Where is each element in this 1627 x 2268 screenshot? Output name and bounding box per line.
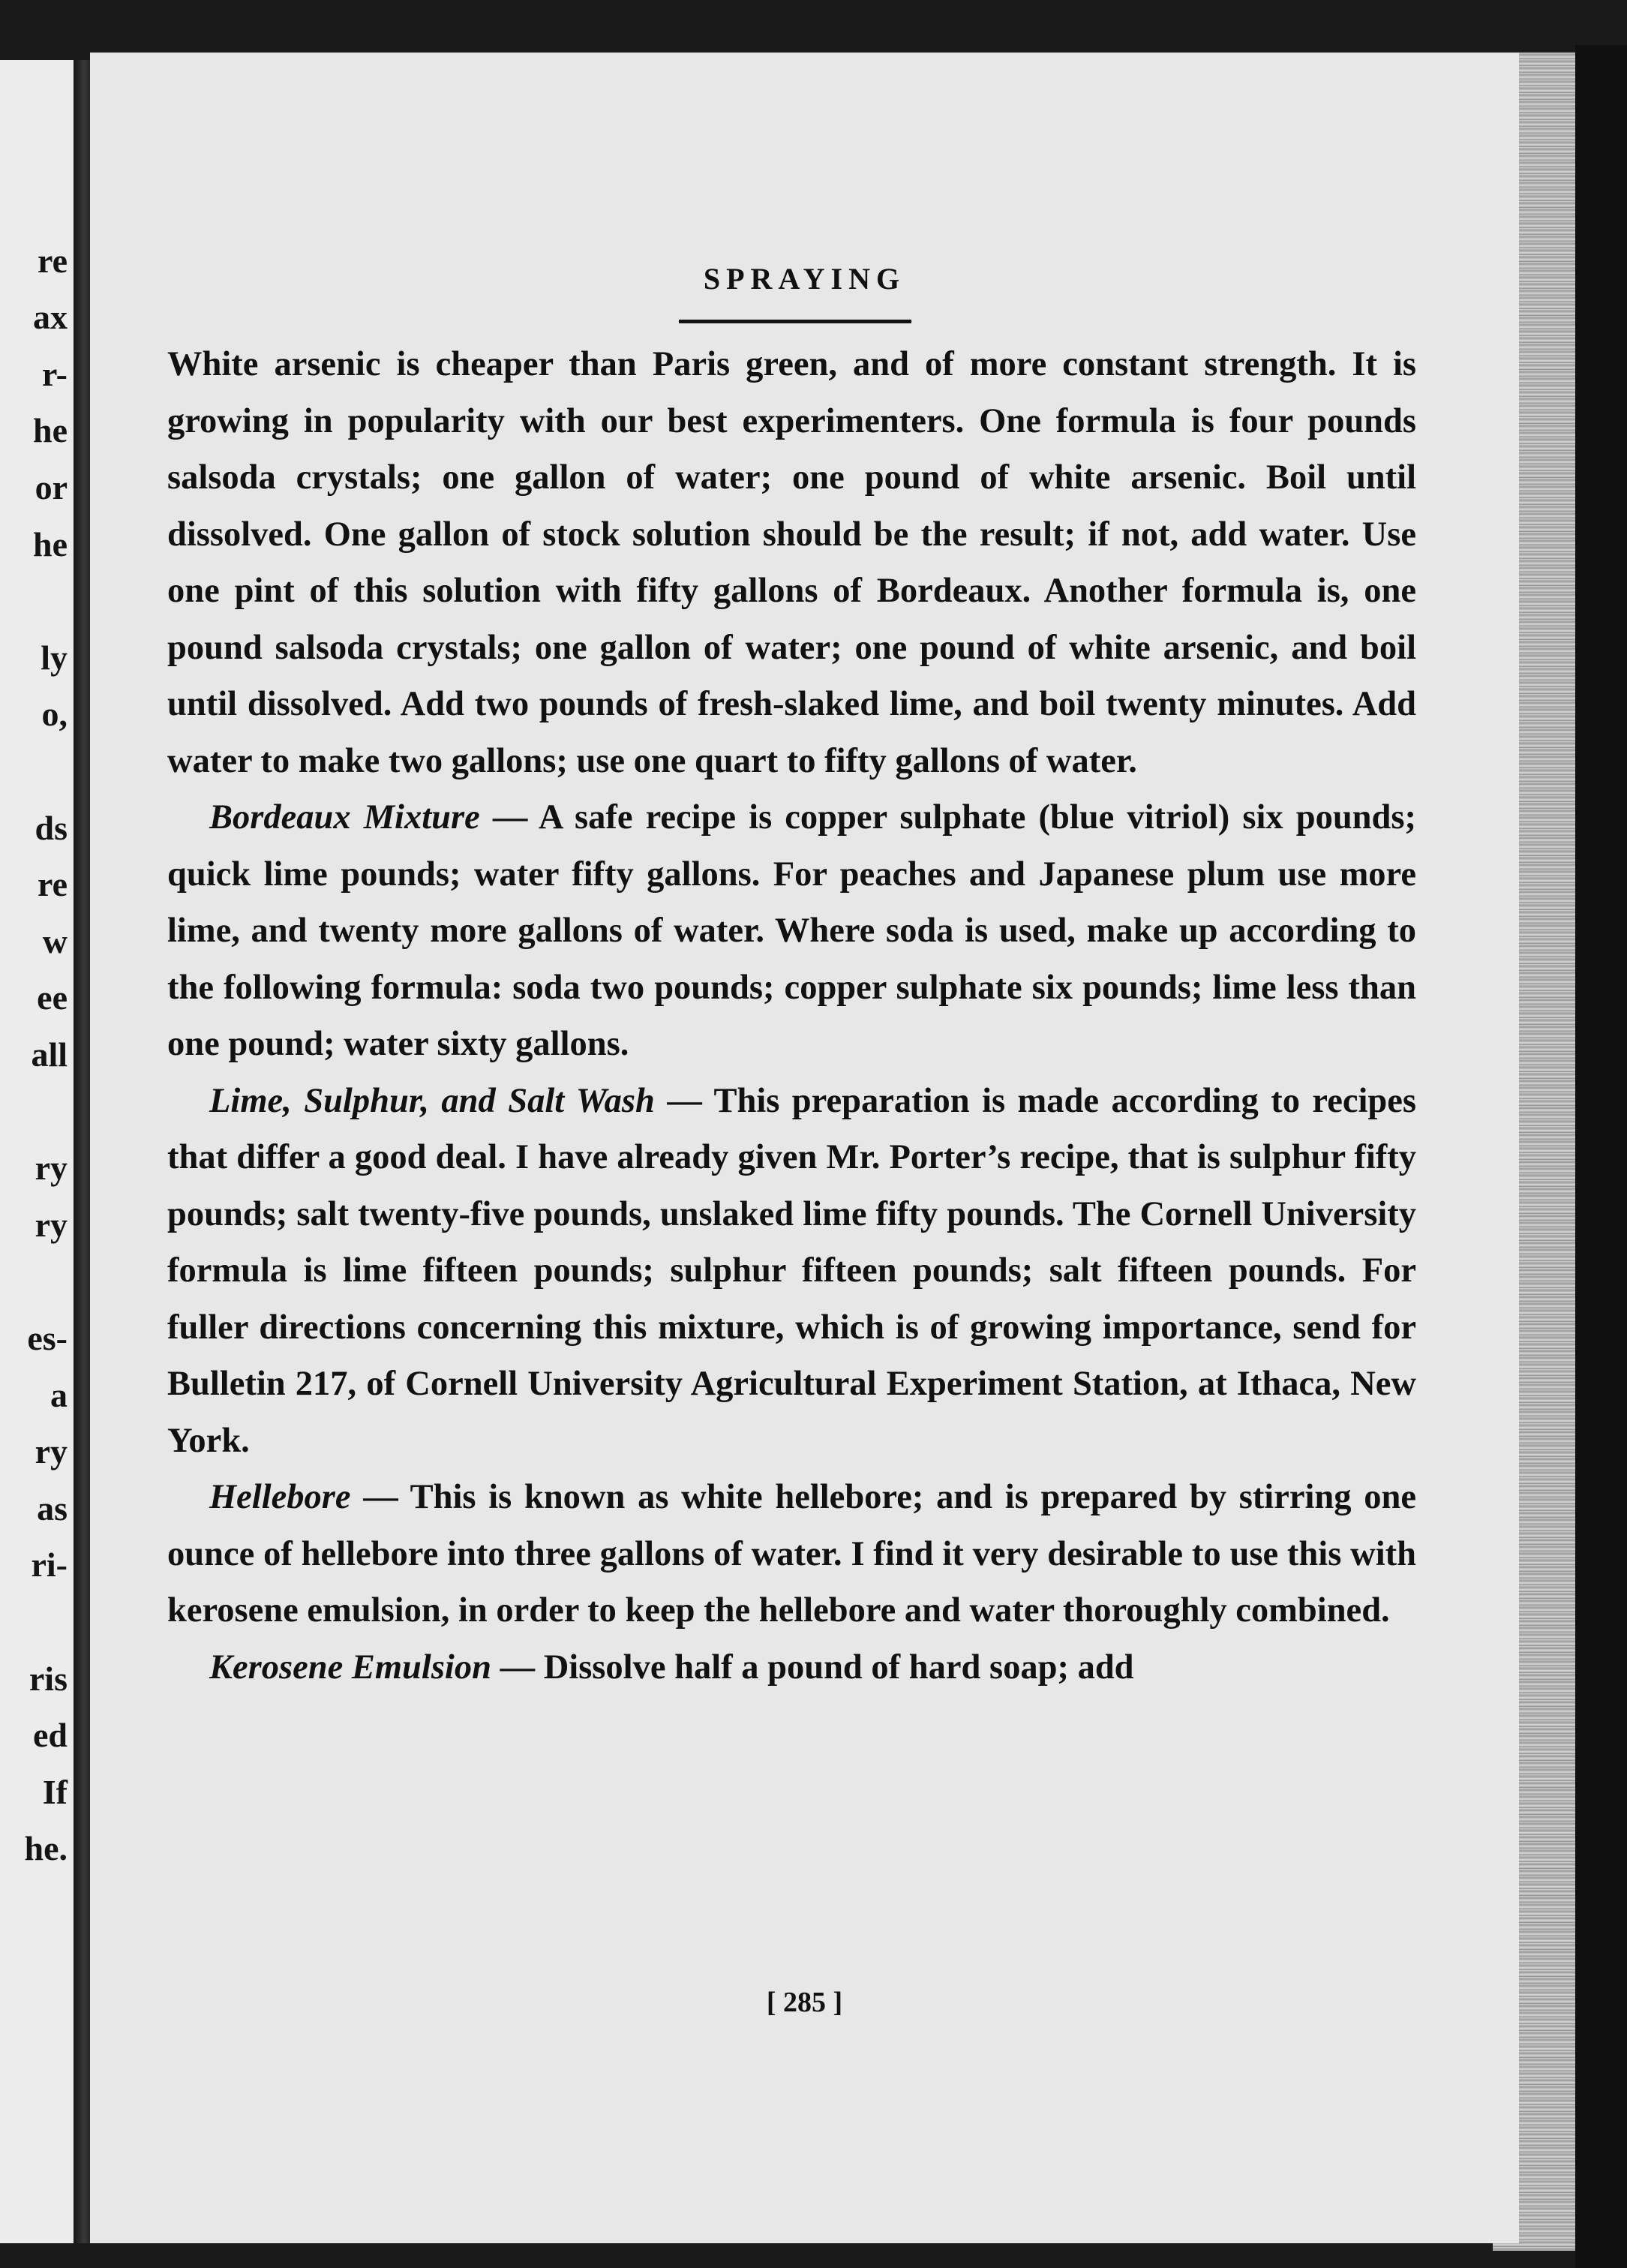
- left-page-fragment: ry: [35, 1149, 68, 1187]
- paragraph: [167, 789, 1416, 1073]
- paragraph: [167, 1469, 1416, 1639]
- left-page-fragment: he.: [24, 1829, 68, 1867]
- left-page-fragment: ry: [35, 1432, 68, 1470]
- left-page-fragment: w: [42, 922, 68, 960]
- left-page-fragment: re: [37, 865, 68, 903]
- left-page-fragment: ds: [35, 809, 68, 847]
- paragraph-text: — This is known as white hellebore; and is prepared by stirring one ounce of hellebore into three gallons of water. I find it very desirable to use this with kerosene emulsion, in order to keep the hellebore and water thoroughly combined.: [167, 1478, 1416, 1630]
- head-rule: [679, 320, 911, 323]
- left-page-fragment: o,: [41, 695, 68, 733]
- paragraph-term: Bordeaux Mixture: [209, 798, 480, 837]
- left-page-fragment: a: [50, 1376, 68, 1414]
- left-page-fragment: If: [42, 1773, 68, 1811]
- paragraph-text: White arsenic is cheaper than Paris green, and of more constant strength. It is growing in popularity with our best experimenters. One formula is four pounds salsoda crystals; one gallon of water; one pound of white arsenic. Boil until dissolved. One gallon of stock solution should be the result; if not, add water. Use one pint of this solution with fifty gallons of Bordeaux. Another formula is, one pound salsoda crystals; one gallon of water; one pound of white arsenic, and boil until dissolved. Add two pounds of fresh-slaked lime, and boil twenty minutes. Add water to make two gallons; use one quart to fifty gallons of water.: [167, 345, 1416, 780]
- paragraph-term: Lime, Sulphur, and Salt Wash: [209, 1081, 655, 1120]
- left-page-fragment: ed: [33, 1716, 68, 1754]
- paragraph-term: Hellebore: [209, 1478, 351, 1516]
- left-page-fragment: re: [37, 242, 68, 280]
- left-page-fragment: or: [35, 468, 68, 506]
- paragraph-term: Kerosene Emulsion: [209, 1648, 491, 1687]
- left-page-fragment: es-: [27, 1319, 68, 1357]
- paragraph: [167, 336, 1416, 789]
- body-text: [167, 336, 1416, 1696]
- left-page-fragment: ris: [29, 1660, 68, 1698]
- left-page-fragment: ee: [37, 978, 68, 1017]
- left-page-fragment: he: [33, 525, 68, 563]
- left-page-fragment: ri-: [31, 1546, 68, 1584]
- paragraph: [167, 1639, 1416, 1696]
- page-number: [ 285 ]: [766, 1987, 843, 2018]
- left-page-fragment: ly: [41, 638, 68, 677]
- left-page-fragment: ry: [35, 1206, 68, 1244]
- paragraph-text: — Dissolve half a pound of hard soap; add: [491, 1648, 1134, 1687]
- paragraph: [167, 1073, 1416, 1470]
- book-page: [90, 53, 1519, 2243]
- left-page-fragment: all: [31, 1035, 68, 1074]
- left-page-fragment: r-: [41, 355, 68, 393]
- left-page-fragment: he: [33, 411, 68, 449]
- left-page-fragment: as: [37, 1489, 68, 1528]
- book-cover-edge: [1575, 45, 1627, 2268]
- left-page-fragment: ax: [33, 298, 68, 336]
- left-page-edge: [0, 60, 74, 2243]
- paragraph-text: — A safe recipe is copper sulphate (blue vitriol) six pounds; quick lime pounds; water fifty gallons. For peaches and Japanese plum use more lime, and twenty more gallons of water. Where soda is used, make up according to the following formula: soda two pounds; copper sulphate six pounds; lime less than one pound; water sixty gallons.: [167, 798, 1416, 1063]
- paragraph-text: — This preparation is made according to recipes that differ a good deal. I have already given Mr. Porter’s recipe, that is sulphur fifty pounds; salt twenty-five pounds, unslaked lime fifty pounds. The Cornell University formula is lime fifteen pounds; sulphur fifteen pounds; salt fifteen pounds. For fuller directions concerning this mixture, which is of growing importance, send for Bulletin 217, of Cornell University Agricultural Experiment Station, at Ithaca, New York.: [167, 1081, 1416, 1460]
- running-head: SPRAYING: [703, 262, 906, 296]
